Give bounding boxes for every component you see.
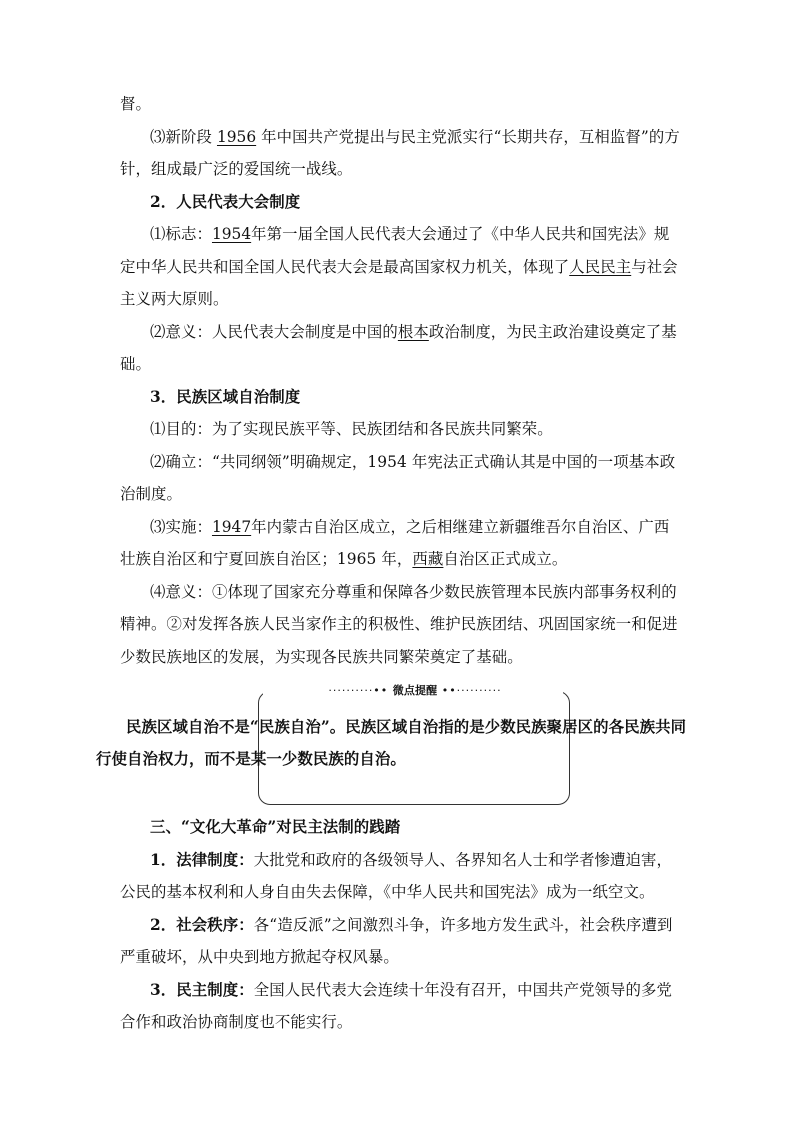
item-text: 年内蒙古自治区成立，之后相继建立新疆维吾尔自治区、广西壮族自治区和宁夏回族自治区；1965 年， (120, 517, 670, 568)
paragraph-autonomy-implement (120, 511, 680, 576)
underlined-term: 根本 (397, 322, 429, 341)
item-text: ⑷意义：①体现了国家充分尊重和保障各少数民族管理本民族内部事务权利的精神。②对发挥各族人民当家作主的积极性、维护民族团结、巩固国家统一和促进少数民族地区的发展，为实现各民族共同繁荣奠定了基础。 (120, 582, 678, 666)
item-text: 年中国共产党提出与民主党派实行“长期共存，互相监督”的方针，组成最广泛的爱国统一战线。 (120, 127, 680, 178)
underlined-year: 1947 (211, 517, 252, 536)
item-text-end: 政治制度，为民主政治建设奠定了基础。 (120, 322, 677, 373)
item-label: ⑶新阶段 (150, 127, 212, 146)
tip-text: 民族区域自治不是“民族自治”。民族区域自治指的是少数民族聚居区的各民族共同行使自治权力，而不是某一少数民族的自治。 (96, 718, 687, 768)
tip-title-text: 微点提醒 (392, 684, 438, 697)
item-label: ⑶实施： (150, 517, 212, 536)
underlined-year: 1954 (211, 225, 252, 243)
paragraph-new-stage (120, 121, 680, 186)
underlined-term: 西藏 (412, 550, 444, 568)
heading-text: 2．人民代表大会制度 (150, 192, 301, 211)
paragraph-npc-significance (120, 316, 680, 381)
item-text: 各“造反派”之间激烈斗争，许多地方发生武斗，社会秩序遭到严重破坏，从中央到地方掀起夺权风暴。 (120, 915, 673, 966)
tip-box (96, 684, 687, 799)
paragraph-democratic-system (120, 974, 680, 1039)
heading-text: 三、“文化大革命”对民主法制的践踏 (150, 818, 401, 836)
item-text: 大批党和政府的各级领导人、各界知名人士和学者惨遭迫害，公民的基本权利和人身自由失去保障，《中华人民共和国宪法》成为一纸空文。 (120, 850, 673, 901)
heading-cultural-revolution (120, 811, 680, 844)
paragraph-autonomy-significance (120, 576, 680, 674)
paragraph-npc-sign (120, 218, 680, 316)
heading-text: 3．民族区域自治制度 (150, 387, 301, 406)
item-label: 3．民主制度： (150, 980, 254, 999)
item-text: ⑵确立：“共同纲领”明确规定，1954 年宪法正式确认其是中国的一项基本政治制度。 (120, 452, 676, 503)
item-label: 2．社会秩序： (150, 915, 254, 934)
paragraph-social-order (120, 909, 680, 974)
underlined-term: 人民民主 (569, 257, 632, 276)
heading-regional-autonomy (120, 381, 680, 414)
underlined-year: 1956 (216, 127, 257, 146)
heading-npc-system (120, 186, 680, 219)
item-label: 1．法律制度： (150, 850, 254, 869)
paragraph-legal-system (120, 844, 680, 909)
tip-title: ··········•• 微点提醒 ••·········· (328, 684, 502, 697)
continuation-text: 督。 (120, 95, 151, 113)
document-body (96, 88, 687, 1039)
paragraph-continuation (120, 88, 680, 121)
item-text-end: 与社会主义两大原则。 (120, 257, 678, 308)
item-text: 全国人民代表大会连续十年没有召开，中国共产党领导的多党合作和政治协商制度也不能实行。 (120, 980, 673, 1031)
item-text-end: 自治区正式成立。 (443, 550, 568, 568)
item-label: ⑵意义：人民代表大会制度是中国的 (150, 322, 398, 341)
item-text: 年第一届全国人民代表大会通过了《中华人民共和国宪法》规定中华人民共和国全国人民代表大会是最高国家权力机关，体现了 (120, 225, 670, 276)
paragraph-autonomy-establish (120, 446, 680, 511)
item-text: ⑴目的：为了实现民族平等、民族团结和各民族共同繁荣。 (150, 420, 553, 438)
paragraph-autonomy-purpose (120, 413, 680, 446)
item-label: ⑴标志： (150, 225, 212, 243)
